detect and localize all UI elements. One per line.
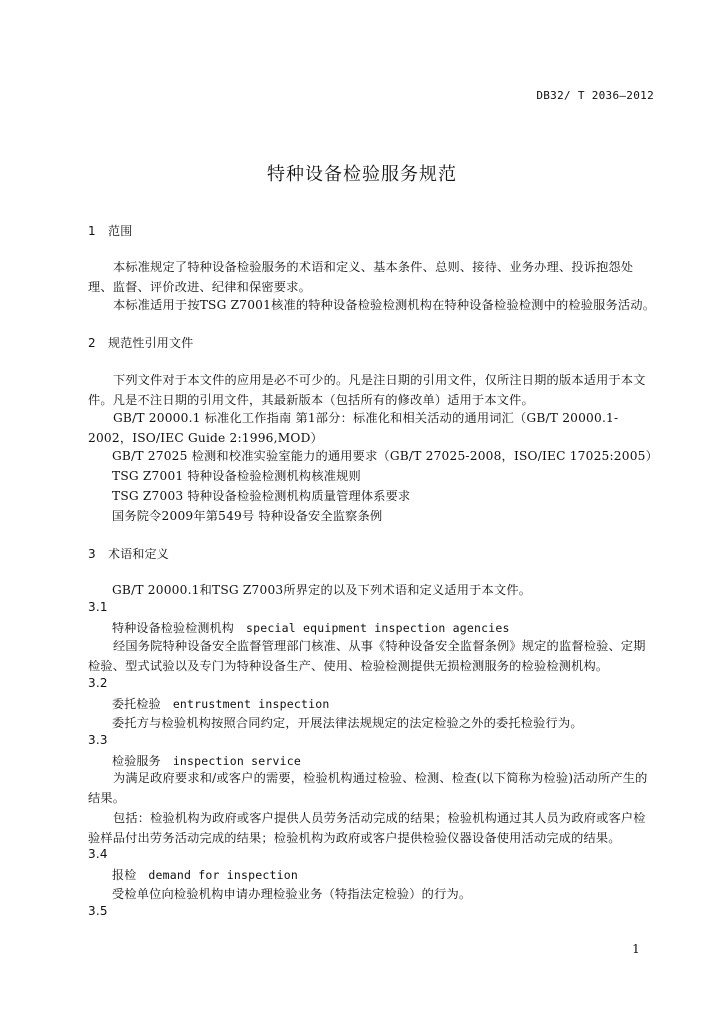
reference-item: TSG Z7001 特种设备检验检测机构核准规则 <box>112 469 361 483</box>
term-title: 特种设备检验检测机构 special equipment inspection agencies <box>112 621 510 635</box>
section-heading-3: 3 术语和定义 <box>88 547 170 561</box>
page-number: 1 <box>632 942 640 956</box>
clause-number: 3.5 <box>88 904 108 918</box>
clause-number: 3.4 <box>88 847 108 861</box>
term-title: 检验服务 inspection service <box>112 754 302 768</box>
normative-refs-paragraph: 下列文件对于本文件的应用是必不可少的。凡是注日期的引用文件，仅所注日期的版本适用于本文件。凡是不注日期的引用文件，其最新版本（包括所有的修改单）适用于本文件。 <box>88 373 646 407</box>
term-definition: 为满足政府要求和/或客户的需要，检验机构通过检验、检测、检查(以下简称为检验)活动所产生的结果。 <box>88 771 648 805</box>
clause-number: 3.3 <box>88 733 108 747</box>
reference-item: GB/T 27025 检测和校准实验室能力的通用要求（GB/T 27025-2008，ISO/IEC 17025:2005） <box>112 449 658 463</box>
scope-paragraph-1: 本标准规定了特种设备检验服务的术语和定义、基本条件、总则、接待、业务办理、投诉抱怨处理、监督、评价改进、纪律和保密要求。 <box>88 260 634 294</box>
section-heading-2: 2 规范性引用文件 <box>88 336 194 350</box>
clause-number: 3.2 <box>88 676 108 690</box>
reference-item: 国务院令2009年第549号 特种设备安全监察条例 <box>112 509 383 523</box>
term-title: 委托检验 entrustment inspection <box>112 697 330 711</box>
standard-number: DB32/ T 2036—2012 <box>536 89 654 102</box>
term-definition: 委托方与检验机构按照合同约定，开展法律法规规定的法定检验之外的委托检验行为。 <box>112 716 583 730</box>
term-title: 报检 demand for inspection <box>112 868 299 882</box>
term-note: 包括：检验机构为政府或客户提供人员劳务活动完成的结果；检验机构通过其人员为政府或客户检验样品付出劳务活动完成的结果；检验机构为政府或客户提供检验仪器设备使用活动完成的结果。 <box>88 811 646 845</box>
scope-paragraph-2: 本标准适用于按TSG Z7001核准的特种设备检验检测机构在特种设备检验检测中的检验服务活动。 <box>113 298 656 312</box>
reference-item: GB/T 20000.1 标准化工作指南 第1部分：标准化和相关活动的通用词汇（GB/T 20000.1-2002，ISO/IEC Guide 2:1996,MOD） <box>88 411 619 445</box>
reference-item: TSG Z7003 特种设备检验检测机构质量管理体系要求 <box>112 489 411 503</box>
term-definition: 经国务院特种设备安全监督管理部门核准、从事《特种设备安全监督条例》规定的监督检验、定期检验、型式试验以及专门为特种设备生产、使用、检验检测提供无损检测服务的检验检测机构。 <box>88 639 646 673</box>
section-heading-1: 1 范围 <box>88 224 133 238</box>
terms-intro: GB/T 20000.1和TSG Z7003所界定的以及下列术语和定义适用于本文件。 <box>112 583 532 597</box>
clause-number: 3.1 <box>88 600 108 614</box>
term-definition: 受检单位向检验机构申请办理检验业务（特指法定检验）的行为。 <box>112 887 472 901</box>
document-title: 特种设备检验服务规范 <box>267 164 457 185</box>
